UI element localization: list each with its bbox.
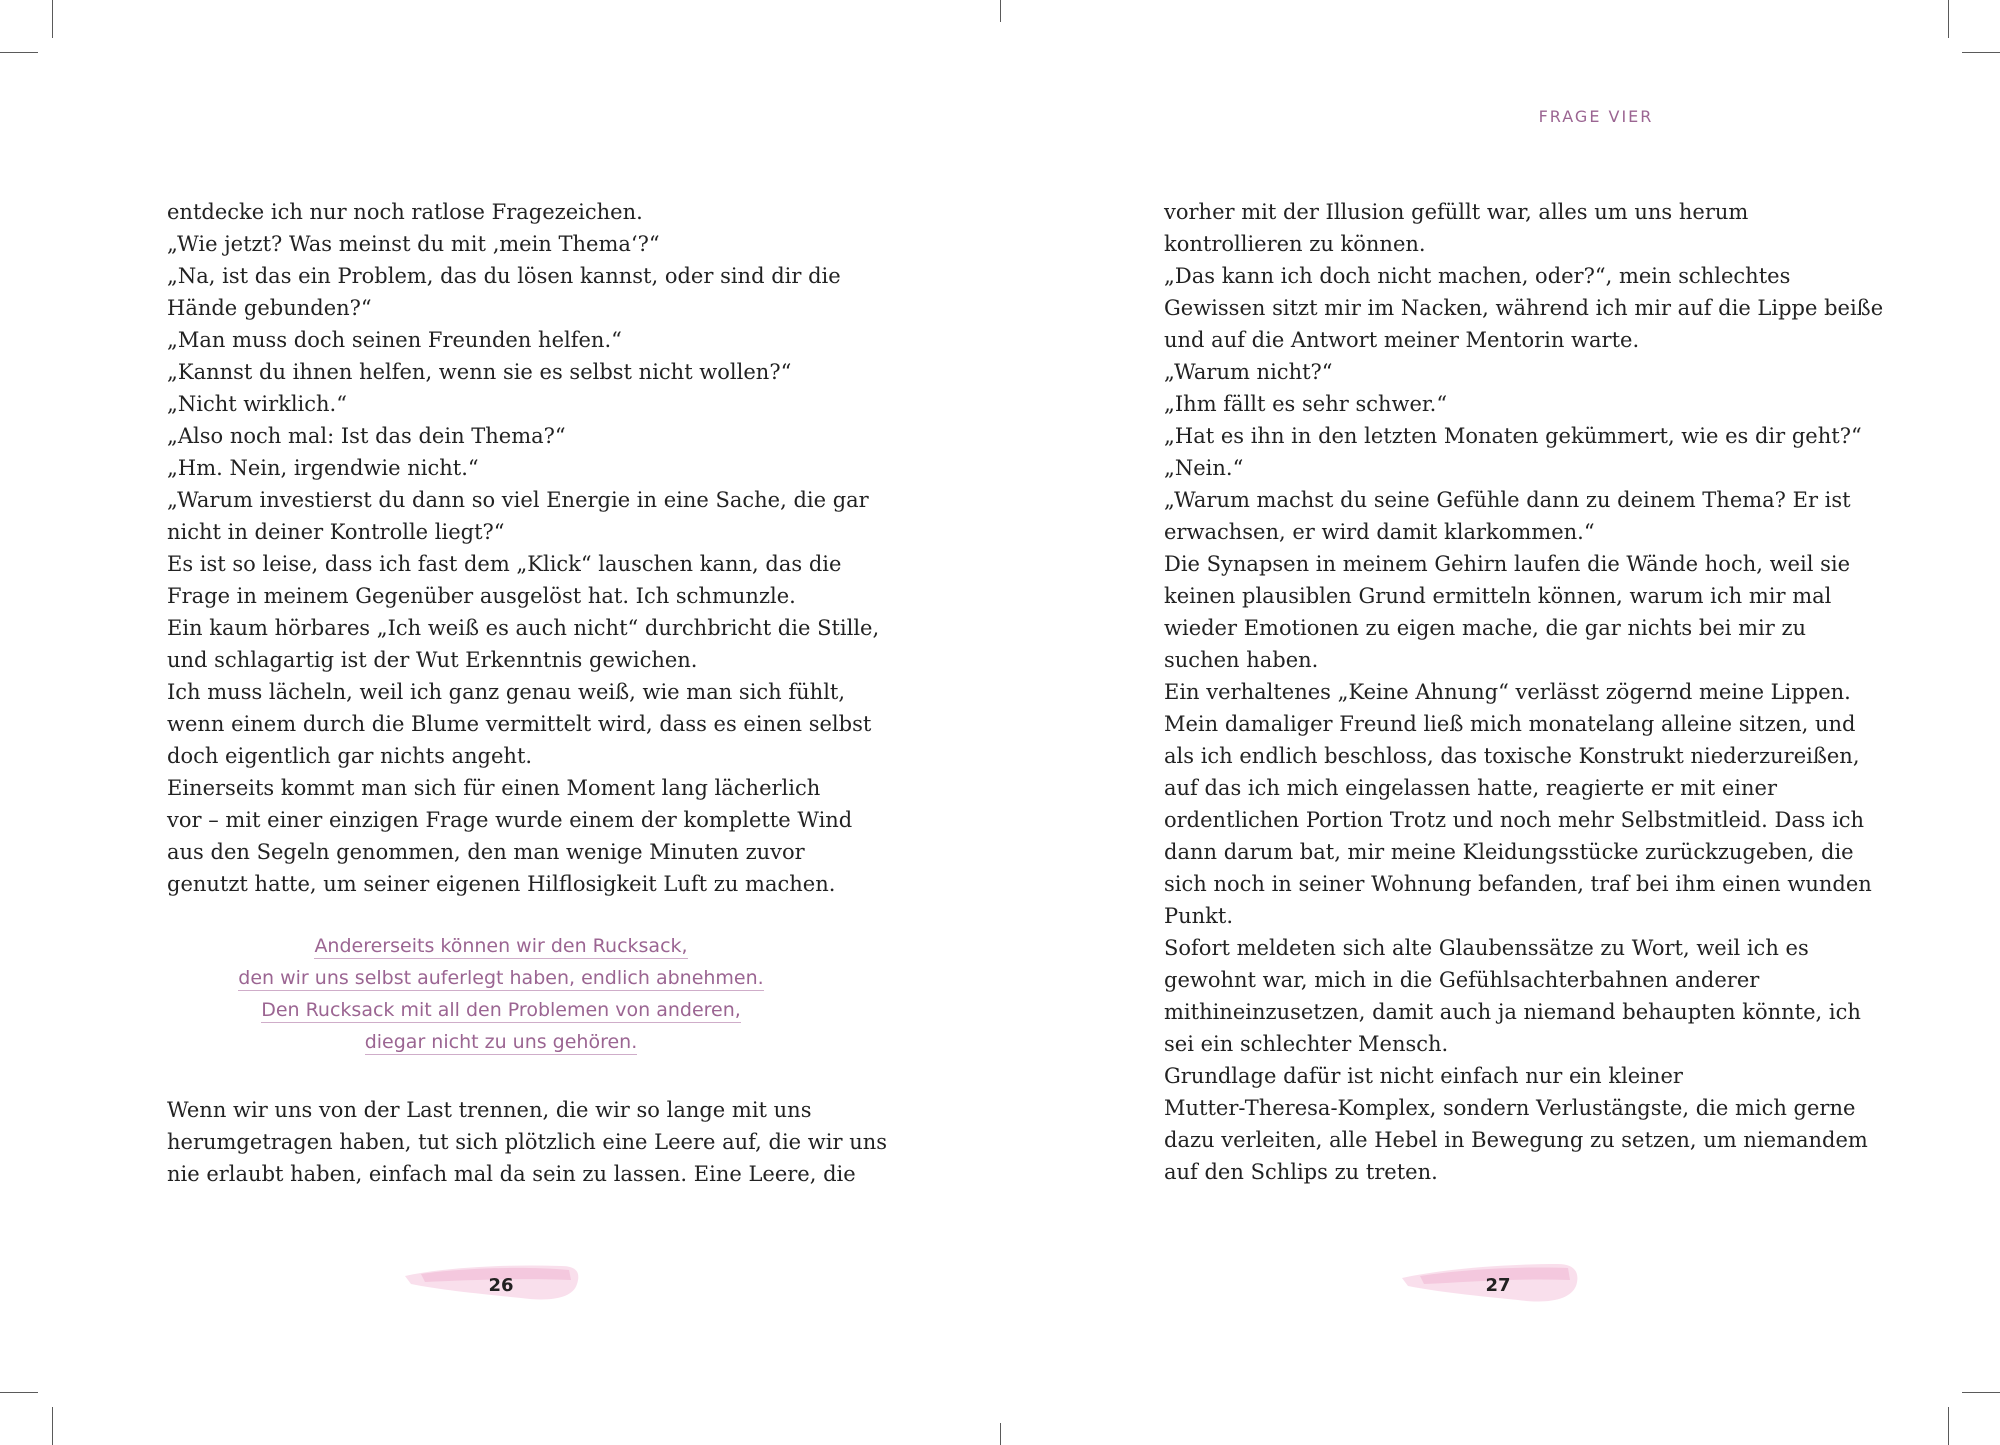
- text-line: „Hm. Nein, irgendwie nicht.“: [167, 456, 479, 480]
- text-line: wieder Emotionen zu eigen mache, die gar nichts bei mir zu: [1164, 616, 1807, 640]
- text-line: Mein damaliger Freund ließ mich monatelang alleine sitzen, und: [1164, 712, 1856, 736]
- text-line: kontrollieren zu können.: [1164, 232, 1426, 256]
- text-line: entdecke ich nur noch ratlose Fragezeichen.: [167, 200, 643, 224]
- pull-quote: [167, 930, 835, 1058]
- text-line: Die Synapsen in meinem Gehirn laufen die Wände hoch, weil sie: [1164, 552, 1851, 576]
- text-line: gewohnt war, mich in die Gefühlsachterbahnen anderer: [1164, 968, 1760, 992]
- text-line: suchen haben.: [1164, 648, 1319, 672]
- pull-quote-line: Andererseits können wir den Rucksack,: [314, 935, 688, 957]
- text-line: nicht in deiner Kontrolle liegt?“: [167, 520, 505, 544]
- body-text: [1164, 196, 1884, 1188]
- text-line: auf den Schlips zu treten.: [1164, 1160, 1438, 1184]
- text-line: aus den Segeln genommen, den man wenige Minuten zuvor: [167, 840, 805, 864]
- text-line: und schlagartig ist der Wut Erkenntnis gewichen.: [167, 648, 698, 672]
- page-number: 27: [1485, 1275, 1511, 1296]
- text-line: Punkt.: [1164, 904, 1234, 928]
- body-text-continued: [167, 1094, 888, 1190]
- text-line: dazu verleiten, alle Hebel in Bewegung zu setzen, um niemandem: [1164, 1128, 1868, 1152]
- text-line: Sofort meldeten sich alte Glaubenssätze zu Wort, weil ich es: [1164, 936, 1809, 960]
- text-line: sich noch in seiner Wohnung befanden, traf bei ihm einen wunden: [1164, 872, 1872, 896]
- text-line: Ein kaum hörbares „Ich weiß es auch nicht“ durchbricht die Stille,: [167, 616, 880, 640]
- text-line: Wenn wir uns von der Last trennen, die wir so lange mit uns: [167, 1098, 812, 1122]
- page-number: 26: [488, 1275, 514, 1296]
- text-line: sei ein schlechter Mensch.: [1164, 1032, 1449, 1056]
- body-text: [167, 196, 880, 900]
- text-line: „Hat es ihn in den letzten Monaten gekümmert, wie es dir geht?“: [1164, 424, 1862, 448]
- text-line: „Nicht wirklich.“: [167, 392, 347, 416]
- running-head: FRAGE VIER: [1538, 107, 1654, 126]
- text-line: „Ihm fällt es sehr schwer.“: [1164, 392, 1448, 416]
- text-line: auf das ich mich eingelassen hatte, reagierte er mit einer: [1164, 776, 1778, 800]
- text-line: „Wie jetzt? Was meinst du mit ‚mein Thema‘?“: [167, 232, 660, 256]
- pull-quote-line: Den Rucksack mit all den Problemen von anderen,: [261, 999, 741, 1021]
- text-line: Einerseits kommt man sich für einen Moment lang lächerlich: [167, 776, 821, 800]
- text-line: keinen plausiblen Grund ermitteln können, warum ich mir mal: [1164, 584, 1832, 608]
- text-line: Frage in meinem Gegenüber ausgelöst hat. Ich schmunzle.: [167, 584, 796, 608]
- right-page: [1000, 0, 2000, 1445]
- text-line: Grundlage dafür ist nicht einfach nur ein kleiner: [1164, 1064, 1683, 1088]
- text-line: „Also noch mal: Ist das dein Thema?“: [167, 424, 566, 448]
- pull-quote-line: diegar nicht zu uns gehören.: [364, 1031, 638, 1053]
- text-line: Es ist so leise, dass ich fast dem „Klick“ lauschen kann, das die: [167, 552, 842, 576]
- text-line: Mutter-Theresa-Komplex, sondern Verlustängste, die mich gerne: [1164, 1096, 1856, 1120]
- pull-quote-line: den wir uns selbst auferlegt haben, endlich abnehmen.: [238, 967, 764, 989]
- text-line: und auf die Antwort meiner Mentorin warte.: [1164, 328, 1640, 352]
- text-line: „Warum machst du seine Gefühle dann zu deinem Thema? Er ist: [1164, 488, 1851, 512]
- text-line: als ich endlich beschloss, das toxische Konstrukt niederzureißen,: [1164, 744, 1860, 768]
- text-line: ordentlichen Portion Trotz und noch mehr Selbstmitleid. Dass ich: [1164, 808, 1865, 832]
- text-line: „Das kann ich doch nicht machen, oder?“, mein schlechtes: [1164, 264, 1791, 288]
- text-line: dann darum bat, mir meine Kleidungsstücke zurückzugeben, die: [1164, 840, 1854, 864]
- text-line: „Na, ist das ein Problem, das du lösen kannst, oder sind dir die: [167, 264, 841, 288]
- text-line: nie erlaubt haben, einfach mal da sein zu lassen. Eine Leere, die: [167, 1162, 856, 1186]
- text-line: herumgetragen haben, tut sich plötzlich eine Leere auf, die wir uns: [167, 1130, 888, 1154]
- page-number-area: [401, 1254, 601, 1324]
- text-line: „Warum nicht?“: [1164, 360, 1333, 384]
- text-line: genutzt hatte, um seiner eigenen Hilflosigkeit Luft zu machen.: [167, 872, 836, 896]
- text-line: erwachsen, er wird damit klarkommen.“: [1164, 520, 1595, 544]
- text-line: mithineinzusetzen, damit auch ja niemand behaupten könnte, ich: [1164, 1000, 1861, 1024]
- text-line: „Man muss doch seinen Freunden helfen.“: [167, 328, 622, 352]
- text-line: Hände gebunden?“: [167, 296, 372, 320]
- text-line: Ich muss lächeln, weil ich ganz genau weiß, wie man sich fühlt,: [167, 680, 846, 704]
- text-line: „Warum investierst du dann so viel Energie in eine Sache, die gar: [167, 488, 869, 512]
- text-line: wenn einem durch die Blume vermittelt wird, dass es einen selbst: [167, 712, 872, 736]
- text-line: „Nein.“: [1164, 456, 1244, 480]
- text-line: „Kannst du ihnen helfen, wenn sie es selbst nicht wollen?“: [167, 360, 792, 384]
- text-line: Gewissen sitzt mir im Nacken, während ich mir auf die Lippe beiße: [1164, 296, 1884, 320]
- text-line: vorher mit der Illusion gefüllt war, alles um uns herum: [1164, 200, 1749, 224]
- text-line: vor – mit einer einzigen Frage wurde einem der komplette Wind: [167, 808, 853, 832]
- page-number-area: [1398, 1254, 1598, 1324]
- text-line: Ein verhaltenes „Keine Ahnung“ verlässt zögernd meine Lippen.: [1164, 680, 1851, 704]
- text-line: doch eigentlich gar nichts angeht.: [167, 744, 533, 768]
